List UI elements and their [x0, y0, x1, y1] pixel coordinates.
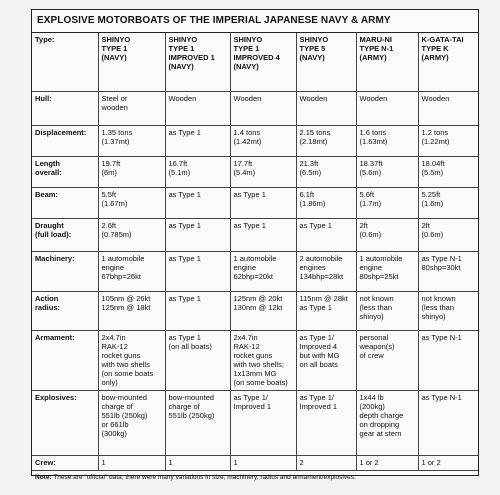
cell-line: (1.6m)	[421, 199, 444, 208]
cell-line: TYPE 1	[101, 44, 128, 53]
table-title: EXPLOSIVE MOTORBOATS OF THE IMPERIAL JAPANESE NAVY & ARMY	[32, 10, 478, 33]
table-cell	[165, 126, 230, 157]
table-cell	[230, 456, 296, 471]
cell-line: with two shells	[101, 360, 150, 369]
table-cell	[165, 188, 230, 219]
table-row	[32, 292, 478, 331]
cell-line: 21.3ft	[299, 159, 319, 168]
cell-line: Length	[35, 159, 60, 168]
cell-line: 115nm @ 28kt	[299, 294, 348, 303]
cell-line: not known	[421, 294, 456, 303]
cell-line: 2x4.7in	[101, 333, 126, 342]
cell-line: 5.5ft	[101, 190, 117, 199]
cell-line: (5.4m)	[233, 168, 256, 177]
cell-line: bow-mounted	[168, 393, 214, 402]
cell-line: charge of	[168, 402, 200, 411]
cell-line: Wooden	[421, 94, 450, 103]
row-label: Crew:	[32, 456, 98, 471]
table-cell	[165, 92, 230, 126]
cell-line: overall:	[35, 168, 62, 177]
cell-line: rocket guns	[101, 351, 141, 360]
note-prefix: Note:	[35, 474, 52, 481]
cell-line: (6m)	[101, 168, 117, 177]
cell-line: (NAVY)	[168, 62, 194, 71]
cell-line: 19.7ft	[101, 159, 121, 168]
cell-line: (5.6m)	[359, 168, 382, 177]
table-cell	[230, 126, 296, 157]
table-cell	[98, 292, 165, 331]
cell-line: as Type 1	[168, 254, 201, 263]
row-label: Beam:	[32, 188, 98, 219]
table-cell	[418, 157, 478, 188]
table-cell	[230, 157, 296, 188]
specs-table	[32, 33, 478, 484]
cell-line: Steel or	[101, 94, 128, 103]
cell-line: (200kg)	[359, 402, 385, 411]
cell-line: engine	[233, 263, 257, 272]
table-cell	[296, 456, 356, 471]
cell-line: as Type 1/	[299, 333, 334, 342]
table-cell	[356, 252, 418, 292]
cell-line: 1	[101, 458, 106, 467]
cell-line: TYPE K	[421, 44, 449, 53]
cell-line: as Type 1	[299, 221, 332, 230]
table-row	[32, 92, 478, 126]
table-cell	[356, 391, 418, 456]
cell-line: MARU-NI	[359, 35, 392, 44]
cell-line: IMPROVED 1	[168, 53, 215, 62]
cell-line: on all boats	[299, 360, 338, 369]
cell-line: shinyo)	[359, 312, 384, 321]
table-cell	[296, 126, 356, 157]
cell-line: (1.7m)	[359, 199, 382, 208]
cell-line: 16.7ft	[168, 159, 188, 168]
cell-line: 18.37ft	[359, 159, 383, 168]
table-frame	[31, 9, 479, 481]
cell-line: radius:	[35, 303, 61, 312]
table-cell	[98, 391, 165, 456]
cell-line: (less than	[421, 303, 455, 312]
cell-line: (1.67m)	[101, 199, 128, 208]
cell-line: 1.35 tons	[101, 128, 133, 137]
cell-line: 1 or 2	[421, 458, 441, 467]
cell-line: 551lb (250kg)	[101, 411, 148, 420]
cell-line: (1.37mt)	[101, 137, 130, 146]
table-cell	[418, 92, 478, 126]
table-cell	[356, 219, 418, 252]
cell-line: RAK-12	[101, 342, 128, 351]
cell-line: as Type 1	[168, 128, 201, 137]
cell-line: 6.1ft	[299, 190, 315, 199]
cell-line: engine	[101, 263, 125, 272]
cell-line: as Type 1	[299, 303, 332, 312]
table-cell	[230, 391, 296, 456]
table-cell	[98, 331, 165, 391]
table-row	[32, 157, 478, 188]
table-cell	[356, 92, 418, 126]
column-header	[230, 33, 296, 92]
cell-line: personal	[359, 333, 389, 342]
table-cell	[165, 391, 230, 456]
table-cell	[296, 92, 356, 126]
cell-line: (ARMY)	[359, 53, 387, 62]
cell-line: 5.6ft	[359, 190, 375, 199]
column-header	[165, 33, 230, 92]
cell-line: (NAVY)	[101, 53, 127, 62]
row-label: Explosives:	[32, 391, 98, 456]
cell-line: (1.42mt)	[233, 137, 262, 146]
table-cell	[296, 252, 356, 292]
cell-line: (NAVY)	[299, 53, 325, 62]
cell-line: TYPE N-1	[359, 44, 394, 53]
table-cell	[230, 219, 296, 252]
table-cell	[98, 456, 165, 471]
page-bleed	[90, 478, 390, 490]
cell-line: 1x13mm MG	[233, 369, 277, 378]
cell-line: 125nm @ 18kt	[101, 303, 151, 312]
table-cell	[98, 126, 165, 157]
table-cell	[356, 456, 418, 471]
cell-line: 2.15 tons	[299, 128, 331, 137]
cell-line: (5.5m)	[421, 168, 444, 177]
cell-line: 2ft	[359, 221, 368, 230]
table-cell	[356, 331, 418, 391]
cell-line: as Type 1	[168, 221, 201, 230]
cell-line: 1	[233, 458, 238, 467]
table-cell	[356, 292, 418, 331]
row-label: Displacement:	[32, 126, 98, 157]
table-cell	[418, 292, 478, 331]
table-cell	[98, 252, 165, 292]
table-cell	[356, 188, 418, 219]
table-cell	[98, 92, 165, 126]
table-cell	[165, 292, 230, 331]
cell-line: but with MG	[299, 351, 340, 360]
cell-line: 80shp=25kt	[359, 272, 399, 281]
row-label	[32, 292, 98, 331]
cell-line: 1.4 tons	[233, 128, 261, 137]
cell-line: as Type 1/	[299, 393, 334, 402]
cell-line: 2	[299, 458, 304, 467]
cell-line: as Type N-1	[421, 254, 462, 263]
table-cell	[418, 126, 478, 157]
table-cell	[418, 188, 478, 219]
cell-line: 551lb (250kg)	[168, 411, 215, 420]
cell-line: as Type 1	[168, 294, 201, 303]
cell-line: TYPE 5	[299, 44, 326, 53]
cell-line: (0.6m)	[421, 230, 444, 239]
cell-line: bow-mounted	[101, 393, 147, 402]
cell-line: Improved 1	[299, 402, 338, 411]
table-cell	[296, 219, 356, 252]
cell-line: 1 automobile	[101, 254, 145, 263]
cell-line: rocket guns	[233, 351, 273, 360]
cell-line: wooden	[101, 103, 128, 112]
cell-line: TYPE 1	[168, 44, 195, 53]
table-cell	[98, 219, 165, 252]
cell-line: Draught	[35, 221, 64, 230]
cell-line: or 661lb	[101, 420, 129, 429]
cell-line: Action	[35, 294, 59, 303]
cell-line: (ARMY)	[421, 53, 449, 62]
cell-line: as Type 1/	[233, 393, 268, 402]
cell-line: (full load):	[35, 230, 72, 239]
cell-line: (0.785m)	[101, 230, 132, 239]
note-text: These are "official" data; there were many variations in size, machinery, radius and armament/explosives.	[53, 474, 356, 481]
table-row	[32, 252, 478, 292]
cell-line: as Type N-1	[421, 333, 462, 342]
cell-line: on dropping	[359, 420, 400, 429]
cell-line: 1x44 lb	[359, 393, 384, 402]
cell-line: 2x4.7in	[233, 333, 258, 342]
cell-line: TYPE 1	[233, 44, 260, 53]
cell-line: (5.1m)	[168, 168, 191, 177]
row-label	[32, 219, 98, 252]
table-cell	[418, 252, 478, 292]
cell-line: as Type N-1	[421, 393, 462, 402]
cell-line: charge of	[101, 402, 133, 411]
cell-line: 134bhp=28kt	[299, 272, 344, 281]
cell-line: weapon(s)	[359, 342, 395, 351]
header-row	[32, 33, 478, 92]
cell-line: 67bhp=26kt	[101, 272, 141, 281]
table-cell	[418, 391, 478, 456]
table-row	[32, 126, 478, 157]
table-cell	[165, 456, 230, 471]
cell-line: as Type 1	[233, 190, 266, 199]
table-cell	[356, 157, 418, 188]
table-cell	[230, 188, 296, 219]
cell-line: 62bhp=20kt	[233, 272, 273, 281]
table-cell	[230, 252, 296, 292]
cell-line: 1	[168, 458, 173, 467]
column-header	[418, 33, 478, 92]
cell-line: as Type 1	[168, 190, 201, 199]
cell-line: Wooden	[233, 94, 262, 103]
cell-line: only)	[101, 378, 118, 387]
table-cell	[165, 331, 230, 391]
cell-line: 2.6ft	[101, 221, 117, 230]
cell-line: as Type 1	[168, 333, 201, 342]
cell-line: (2.18mt)	[299, 137, 328, 146]
table-cell	[165, 157, 230, 188]
cell-line: K-GATA-TAI	[421, 35, 464, 44]
column-header	[356, 33, 418, 92]
cell-line: (NAVY)	[233, 62, 259, 71]
cell-line: SHINYO	[168, 35, 198, 44]
table-cell	[296, 157, 356, 188]
row-label: Hull:	[32, 92, 98, 126]
column-header	[296, 33, 356, 92]
table-cell	[230, 92, 296, 126]
table-cell	[296, 391, 356, 456]
table-cell	[230, 292, 296, 331]
table-cell	[296, 331, 356, 391]
cell-line: 18.04ft	[421, 159, 445, 168]
table-cell	[98, 188, 165, 219]
cell-line: 5.25ft	[421, 190, 441, 199]
cell-line: (on some boats)	[233, 378, 288, 387]
cell-line: gear at stern	[359, 429, 402, 438]
cell-line: 1 or 2	[359, 458, 379, 467]
cell-line: engine	[359, 263, 383, 272]
cell-line: SHINYO	[299, 35, 329, 44]
cell-line: SHINYO	[233, 35, 263, 44]
type-label: Type:	[32, 33, 98, 92]
cell-line: 1.6 tons	[359, 128, 387, 137]
table-cell	[296, 292, 356, 331]
cell-line: Improved 1	[233, 402, 272, 411]
cell-line: (1.22mt)	[421, 137, 450, 146]
cell-line: (less than	[359, 303, 393, 312]
table-cell	[165, 252, 230, 292]
cell-line: Wooden	[168, 94, 197, 103]
cell-line: Wooden	[299, 94, 328, 103]
cell-line: 2 automobile	[299, 254, 343, 263]
column-header	[98, 33, 165, 92]
cell-line: (300kg)	[101, 429, 127, 438]
cell-line: RAK-12	[233, 342, 260, 351]
row-label: Armament:	[32, 331, 98, 391]
table-cell	[165, 219, 230, 252]
cell-line: 2ft	[421, 221, 430, 230]
table-cell	[418, 456, 478, 471]
cell-line: engines	[299, 263, 326, 272]
table-row	[32, 331, 478, 391]
cell-line: (6.5m)	[299, 168, 322, 177]
table-row	[32, 391, 478, 456]
cell-line: 1 automobile	[359, 254, 403, 263]
cell-line: of crew	[359, 351, 384, 360]
table-row	[32, 456, 478, 471]
cell-line: 80shp=30kt	[421, 263, 461, 272]
cell-line: 105nm @ 26kt	[101, 294, 151, 303]
table-cell	[418, 331, 478, 391]
cell-line: (1.86m)	[299, 199, 326, 208]
table-row	[32, 188, 478, 219]
table-cell	[418, 219, 478, 252]
cell-line: IMPROVED 4	[233, 53, 280, 62]
cell-line: shinyo)	[421, 312, 446, 321]
table-cell	[356, 126, 418, 157]
cell-line: as Type 1	[233, 221, 266, 230]
cell-line: not known	[359, 294, 394, 303]
table-cell	[296, 188, 356, 219]
cell-line: (on some boats	[101, 369, 154, 378]
cell-line: 17.7ft	[233, 159, 253, 168]
cell-line: (on all boats)	[168, 342, 212, 351]
cell-line: 1 automobile	[233, 254, 277, 263]
cell-line: (0.6m)	[359, 230, 382, 239]
cell-line: with two shells;	[233, 360, 284, 369]
cell-line: SHINYO	[101, 35, 131, 44]
cell-line: Improved 4	[299, 342, 338, 351]
row-label: Machinery:	[32, 252, 98, 292]
cell-line: 1.2 tons	[421, 128, 449, 137]
cell-line: 130nm @ 12kt	[233, 303, 283, 312]
cell-line: (1.63mt)	[359, 137, 388, 146]
cell-line: depth charge	[359, 411, 404, 420]
table-cell	[98, 157, 165, 188]
cell-line: 125nm @ 20kt	[233, 294, 283, 303]
table-row	[32, 219, 478, 252]
row-label	[32, 157, 98, 188]
table-cell	[230, 331, 296, 391]
cell-line: Wooden	[359, 94, 388, 103]
